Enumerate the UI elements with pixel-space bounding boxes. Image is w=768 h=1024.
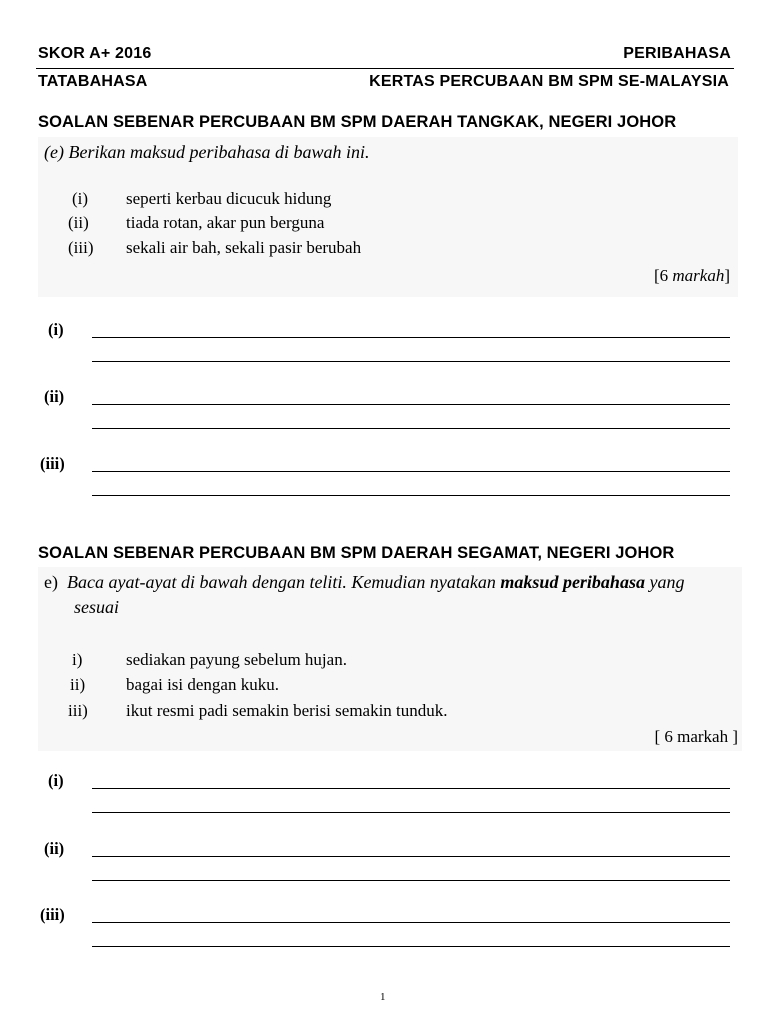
answer-line[interactable] bbox=[92, 337, 730, 338]
section1-item-text: seperti kerbau dicucuk hidung bbox=[126, 189, 332, 208]
section2-question-intro-cont: sesuai bbox=[74, 597, 119, 617]
section1-marks: [6 markah] bbox=[653, 266, 730, 285]
answer-line[interactable] bbox=[92, 788, 730, 789]
section2-marks: [ 6 markah ] bbox=[654, 727, 738, 746]
section1-item-text: sekali air bah, sekali pasir berubah bbox=[126, 238, 362, 257]
section2-answer-label: (iii) bbox=[40, 905, 65, 924]
answer-line[interactable] bbox=[92, 404, 730, 405]
answer-line[interactable] bbox=[92, 922, 730, 923]
section2-item-number: iii) bbox=[68, 701, 88, 720]
section1-title: SOALAN SEBENAR PERCUBAAN BM SPM DAERAH TANGKAK, NEGERI JOHOR bbox=[38, 113, 677, 131]
answer-line[interactable] bbox=[92, 428, 730, 429]
answer-line[interactable] bbox=[92, 812, 730, 813]
section1-item-number: (iii) bbox=[68, 238, 94, 257]
header-category: TATABAHASA bbox=[38, 73, 148, 90]
header-divider bbox=[36, 68, 734, 69]
header-subtitle: KERTAS PERCUBAAN BM SPM SE-MALAYSIA bbox=[369, 73, 729, 90]
answer-line[interactable] bbox=[92, 495, 730, 496]
section1-answer-label: (i) bbox=[48, 320, 64, 339]
answer-line[interactable] bbox=[92, 946, 730, 947]
answer-line[interactable] bbox=[92, 361, 730, 362]
answer-line[interactable] bbox=[92, 471, 730, 472]
answer-line[interactable] bbox=[92, 856, 730, 857]
section1-item-text: tiada rotan, akar pun berguna bbox=[126, 213, 325, 232]
section2-item-text: bagai isi dengan kuku. bbox=[126, 675, 279, 694]
header-topic: PERIBAHASA bbox=[623, 45, 731, 62]
page-number: 1 bbox=[380, 991, 386, 1003]
section2-question-intro: e) Baca ayat-ayat di bawah dengan teliti. Kemudian nyatakan maksud peribahasa yang bbox=[44, 572, 685, 592]
section2-title: SOALAN SEBENAR PERCUBAAN BM SPM DAERAH SEGAMAT, NEGERI JOHOR bbox=[38, 544, 675, 562]
section1-item-number: (i) bbox=[72, 189, 89, 208]
section1-answer-label: (iii) bbox=[40, 454, 65, 473]
section1-question-intro: (e) Berikan maksud peribahasa di bawah ini. bbox=[44, 142, 370, 162]
section1-item-number: (ii) bbox=[68, 213, 89, 232]
section2-item-text: ikut resmi padi semakin berisi semakin tunduk. bbox=[126, 701, 448, 720]
section2-item-text: sediakan payung sebelum hujan. bbox=[126, 650, 347, 669]
section2-answer-label: (ii) bbox=[44, 839, 65, 858]
section2-answer-label: (i) bbox=[48, 771, 64, 790]
header-title-left: SKOR A+ 2016 bbox=[38, 45, 152, 62]
answer-line[interactable] bbox=[92, 880, 730, 881]
section2-item-number: i) bbox=[72, 650, 83, 669]
section1-answer-label: (ii) bbox=[44, 387, 65, 406]
section2-item-number: ii) bbox=[70, 675, 86, 694]
